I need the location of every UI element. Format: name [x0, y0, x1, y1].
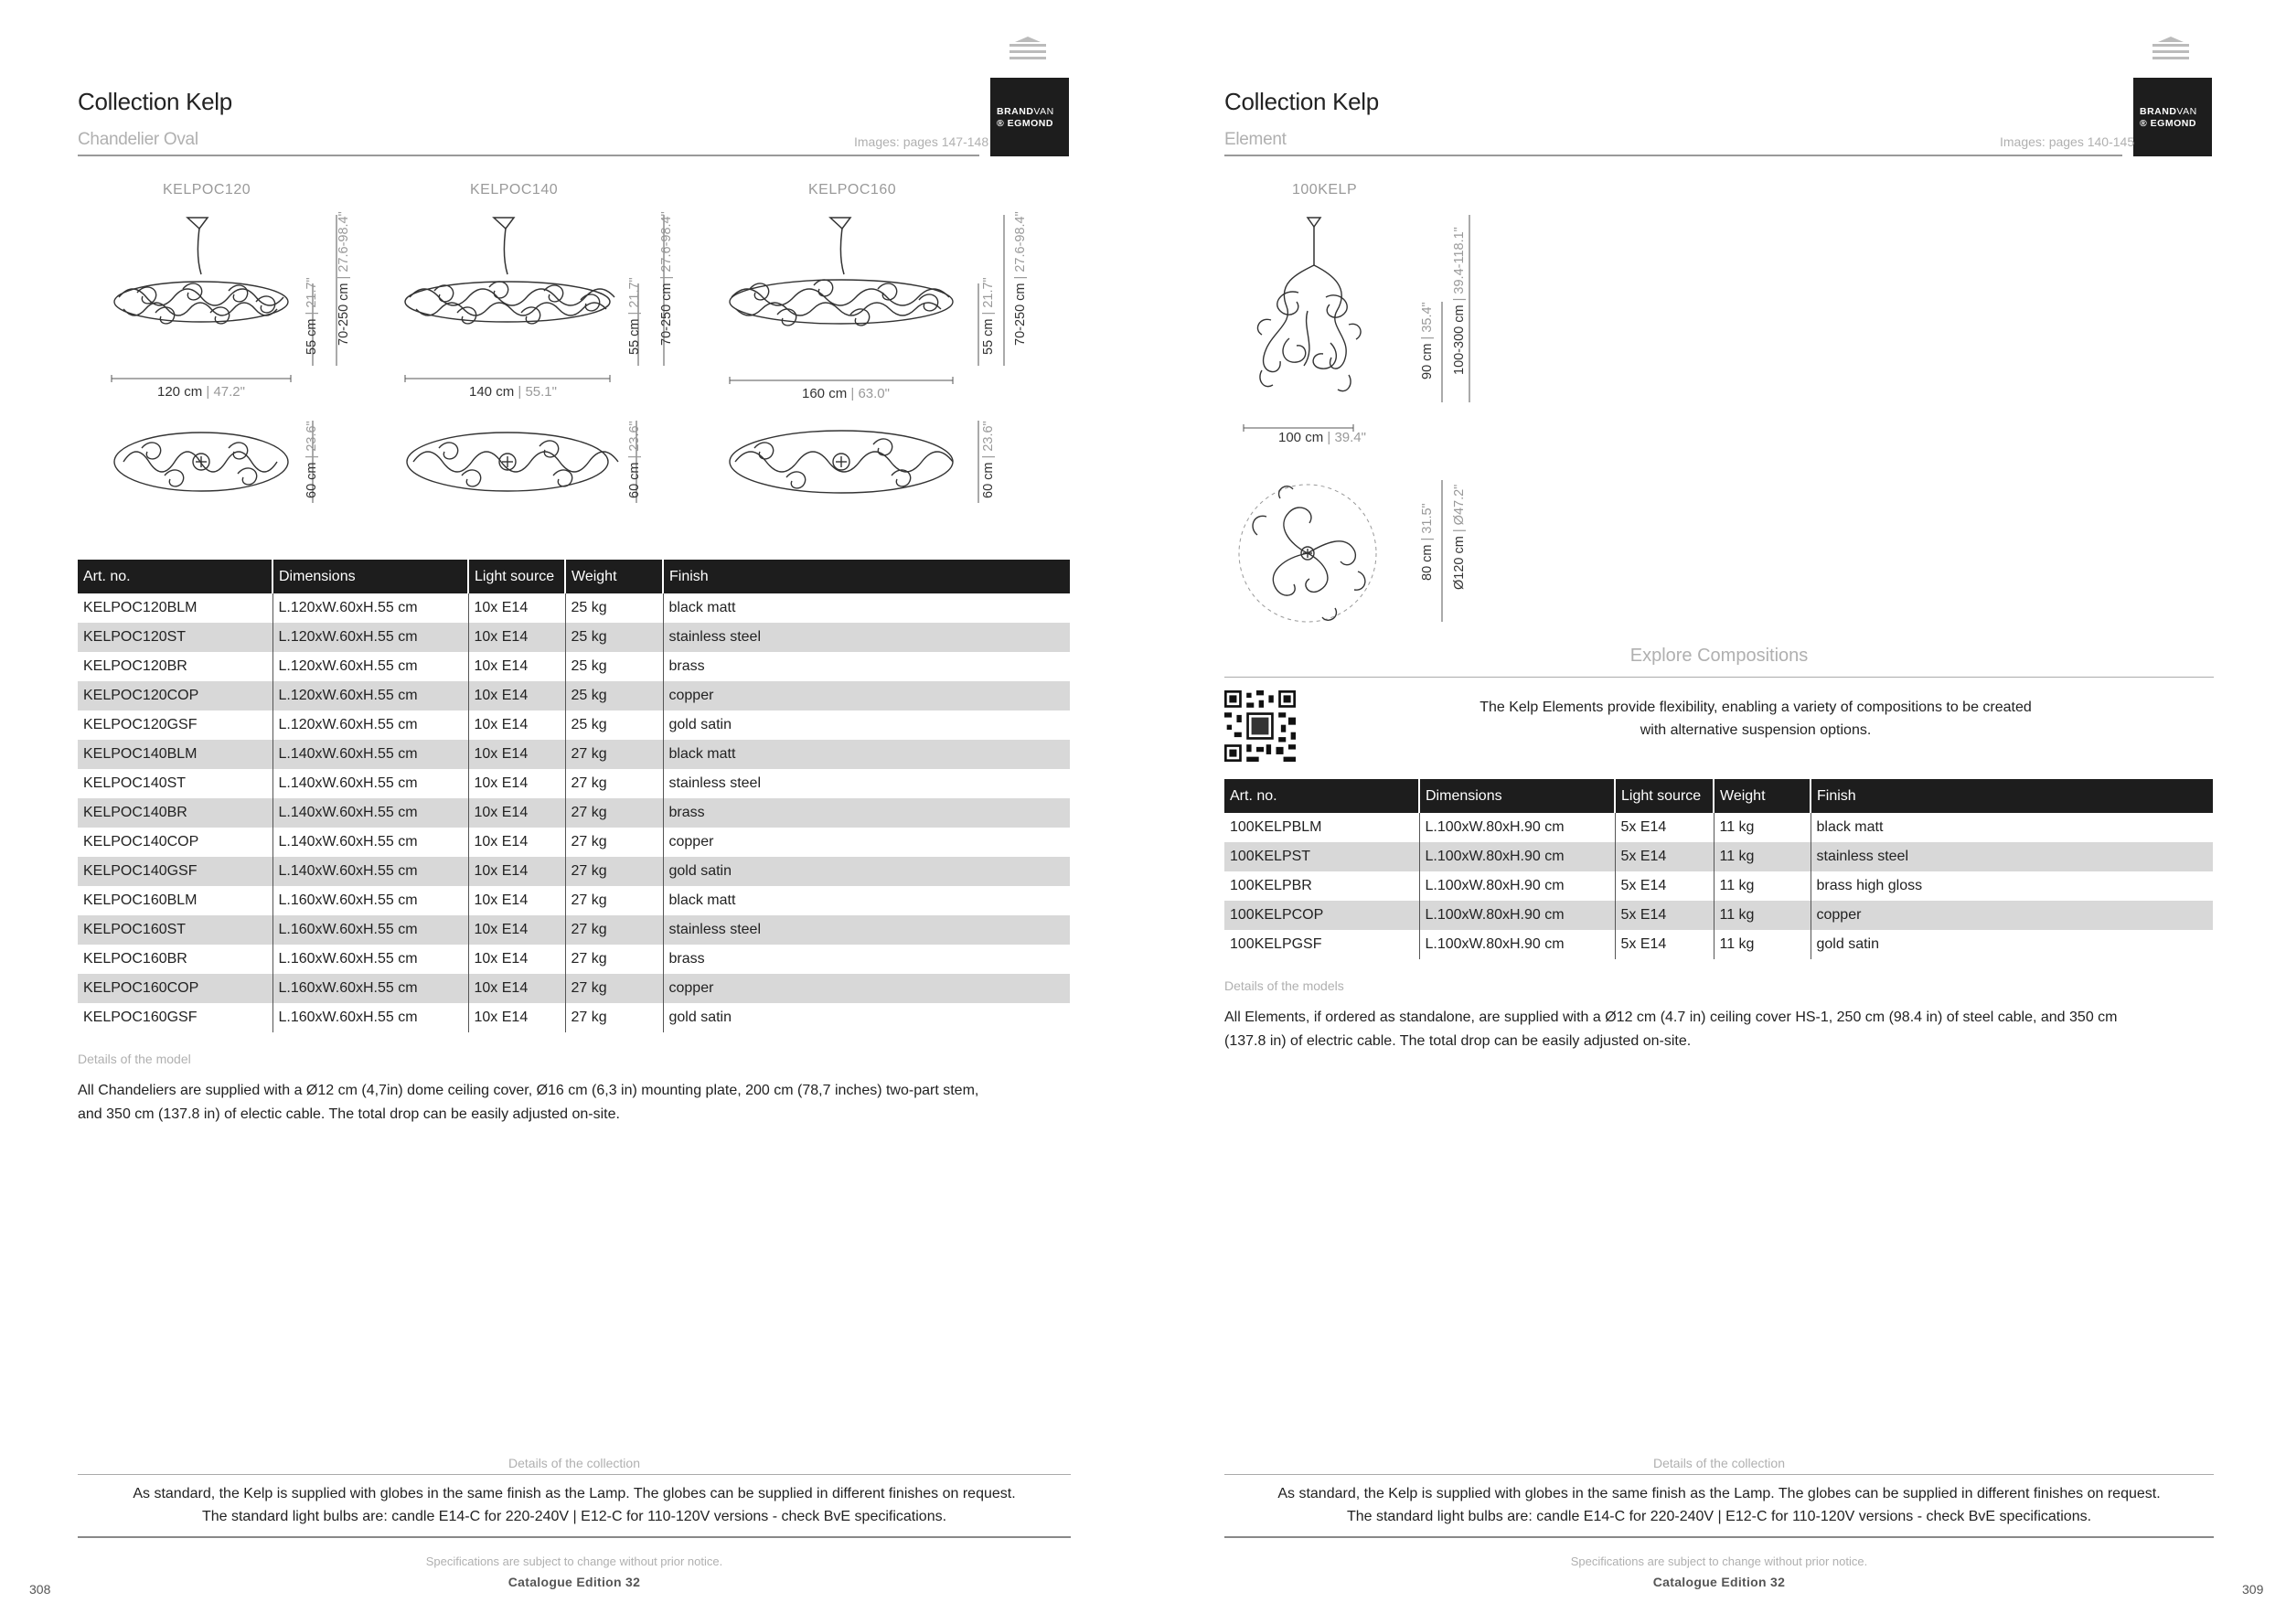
table-cell: 10x E14: [468, 769, 565, 798]
collection-subtitle: Element: [1224, 130, 1287, 149]
table-cell: KELPOC140COP: [78, 828, 272, 857]
table-row: [78, 681, 1071, 710]
element-dimension-lines: [1234, 210, 1372, 640]
table-cell: 27 kg: [565, 915, 663, 945]
depth-dimension: 80 cm | 31.5": [1420, 503, 1435, 581]
table-cell: L.140xW.60xH.55 cm: [272, 798, 468, 828]
table-cell: 5x E14: [1615, 813, 1714, 842]
header-rule: [1224, 155, 2122, 156]
table-cell: black matt: [1811, 813, 2214, 842]
height-dimension: 90 cm | 35.4": [1420, 302, 1435, 379]
table-cell: 10x E14: [468, 798, 565, 828]
table-cell: 100KELPST: [1224, 842, 1419, 871]
table-row: [78, 593, 1071, 623]
table-cell: 27 kg: [565, 798, 663, 828]
table-cell: 11 kg: [1714, 842, 1811, 871]
table-cell: 10x E14: [468, 828, 565, 857]
table-header-cell: Weight: [565, 560, 663, 593]
table-cell: brass: [663, 798, 1071, 828]
details-label: Details of the model: [78, 1052, 191, 1066]
table-cell: 100KELPGSF: [1224, 930, 1419, 959]
explore-text: The Kelp Elements provide flexibility, enabling a variety of compositions to be created with alternative suspension options.: [1479, 700, 2032, 738]
footer-label: Details of the collection: [508, 1456, 640, 1470]
table-cell: KELPOC120ST: [78, 623, 272, 652]
table-header-cell: Finish: [663, 560, 1071, 593]
depth-dimension: 60 cm | 23.6": [627, 421, 642, 498]
table-row: [78, 828, 1071, 857]
chandelier-drawing-side-120: [101, 210, 338, 393]
table-cell: L.120xW.60xH.55 cm: [272, 623, 468, 652]
table-cell: 100KELPCOP: [1224, 901, 1419, 930]
table-cell: 25 kg: [565, 593, 663, 623]
table-row: [78, 974, 1071, 1003]
table-cell: stainless steel: [663, 915, 1071, 945]
table-row: [78, 652, 1071, 681]
explore-title: Explore Compositions: [1629, 646, 1809, 666]
element-vertical-lines: [2259, 210, 2286, 640]
table-cell: L.100xW.80xH.90 cm: [1419, 930, 1615, 959]
model-label: KELPOC160: [808, 182, 897, 198]
width-dimension: 100 cm | 39.4": [1278, 430, 1366, 445]
table-cell: L.140xW.60xH.55 cm: [272, 769, 468, 798]
table-cell: gold satin: [1811, 930, 2214, 959]
drop-dimension: 70-250 cm | 27.6-98.4": [336, 211, 351, 346]
depth-dimension: 60 cm | 23.6": [981, 421, 996, 498]
table-cell: stainless steel: [663, 623, 1071, 652]
qr-code-icon[interactable]: [1224, 690, 1296, 762]
table-header-cell: Weight: [1714, 779, 1811, 813]
depth-dimension: 60 cm | 23.6": [304, 421, 319, 498]
table-row: [78, 769, 1071, 798]
table-cell: copper: [663, 974, 1071, 1003]
footer-rule-bottom: [1224, 1536, 2214, 1538]
table-cell: 10x E14: [468, 623, 565, 652]
table-cell: 100KELPBLM: [1224, 813, 1419, 842]
table-cell: 10x E14: [468, 1003, 565, 1032]
table-cell: 10x E14: [468, 593, 565, 623]
table-cell: L.160xW.60xH.55 cm: [272, 945, 468, 974]
table-cell: L.140xW.60xH.55 cm: [272, 828, 468, 857]
table-cell: stainless steel: [1811, 842, 2214, 871]
table-row: [78, 623, 1071, 652]
table-header-row: [1224, 779, 2214, 813]
table-cell: brass high gloss: [1811, 871, 2214, 901]
table-cell: L.120xW.60xH.55 cm: [272, 681, 468, 710]
images-reference: Images: pages 147-148: [854, 134, 989, 149]
table-header-cell: Light source: [468, 560, 565, 593]
images-reference: Images: pages 140-145: [2000, 134, 2135, 149]
footer-rule-top: [1224, 1474, 2214, 1475]
explore-rule: [1224, 677, 2214, 678]
table-cell: KELPOC140ST: [78, 769, 272, 798]
table-cell: gold satin: [663, 1003, 1071, 1032]
collection-subtitle: Chandelier Oval: [78, 130, 198, 149]
table-cell: 10x E14: [468, 945, 565, 974]
table-cell: KELPOC160ST: [78, 915, 272, 945]
footer-text: As standard, the Kelp is supplied with globes in the same finish as the Lamp. The globes can be supplied in different finishes on request. The standard light bulbs are: candle E14-C for 220-240V | E12-C for 110-120V versions - check BvE specifications.: [1277, 1486, 2161, 1524]
table-cell: 11 kg: [1714, 901, 1811, 930]
drop-dimension: 70-250 cm | 27.6-98.4": [659, 211, 674, 346]
table-row: [1224, 930, 2214, 959]
table-row: [78, 710, 1071, 740]
table-cell: L.120xW.60xH.55 cm: [272, 710, 468, 740]
table-cell: 27 kg: [565, 974, 663, 1003]
table-cell: L.160xW.60xH.55 cm: [272, 886, 468, 915]
drop-dimension: 70-250 cm | 27.6-98.4": [1013, 211, 1028, 346]
table-row: [78, 798, 1071, 828]
table-cell: black matt: [663, 593, 1071, 623]
table-cell: L.120xW.60xH.55 cm: [272, 593, 468, 623]
table-row: [1224, 813, 2214, 842]
catalogue-edition: Catalogue Edition 32: [1652, 1575, 1786, 1589]
table-cell: KELPOC120COP: [78, 681, 272, 710]
table-cell: 5x E14: [1615, 842, 1714, 871]
table-cell: copper: [663, 681, 1071, 710]
table-cell: 27 kg: [565, 945, 663, 974]
header-rule: [78, 155, 979, 156]
table-cell: 25 kg: [565, 623, 663, 652]
table-cell: KELPOC160GSF: [78, 1003, 272, 1032]
model-label: 100KELP: [1292, 182, 1358, 198]
table-row: [78, 1003, 1071, 1032]
catalogue-edition: Catalogue Edition 32: [507, 1575, 641, 1589]
table-header-cell: Finish: [1811, 779, 2214, 813]
page-number: 309: [2242, 1582, 2264, 1597]
table-cell: L.100xW.80xH.90 cm: [1419, 842, 1615, 871]
table-cell: 11 kg: [1714, 871, 1811, 901]
chandelier-drawing-top-120: [101, 411, 338, 512]
details-label: Details of the models: [1224, 978, 1344, 993]
table-cell: KELPOC160BLM: [78, 886, 272, 915]
table-cell: 10x E14: [468, 710, 565, 740]
table-header-cell: Art. no.: [1224, 779, 1419, 813]
model-label: KELPOC120: [163, 182, 251, 198]
drop-dimension: 100-300 cm | 39.4-118.1": [1452, 227, 1467, 375]
table-cell: L.100xW.80xH.90 cm: [1419, 871, 1615, 901]
menu-icon[interactable]: [2152, 37, 2189, 60]
table-cell: 27 kg: [565, 857, 663, 886]
table-cell: copper: [1811, 901, 2214, 930]
height-dimension: 55 cm | 21.7": [627, 277, 642, 355]
table-cell: KELPOC120GSF: [78, 710, 272, 740]
brand-logo: BRANDVAN ® EGMOND: [990, 78, 1069, 156]
table-cell: 27 kg: [565, 1003, 663, 1032]
table-cell: 100KELPBR: [1224, 871, 1419, 901]
table-row: [78, 857, 1071, 886]
table-row: [78, 945, 1071, 974]
table-header-cell: Dimensions: [1419, 779, 1615, 813]
chandelier-drawing-top-160: [722, 411, 1024, 512]
spec-notice: Specifications are subject to change without prior notice.: [425, 1555, 723, 1568]
table-cell: L.160xW.60xH.55 cm: [272, 974, 468, 1003]
table-cell: L.140xW.60xH.55 cm: [272, 857, 468, 886]
table-header-row: [78, 560, 1071, 593]
menu-icon[interactable]: [1009, 37, 1046, 60]
spec-table: [1224, 779, 2215, 959]
table-row: [78, 886, 1071, 915]
width-dimension: 160 cm | 63.0": [802, 386, 890, 401]
table-cell: 10x E14: [468, 886, 565, 915]
table-cell: brass: [663, 652, 1071, 681]
table-cell: 5x E14: [1615, 871, 1714, 901]
table-cell: 27 kg: [565, 828, 663, 857]
table-header-cell: Dimensions: [272, 560, 468, 593]
table-row: [1224, 842, 2214, 871]
table-cell: L.100xW.80xH.90 cm: [1419, 901, 1615, 930]
width-dimension: 140 cm | 55.1": [469, 384, 557, 400]
table-cell: KELPOC140GSF: [78, 857, 272, 886]
table-row: [78, 740, 1071, 769]
height-dimension: 55 cm | 21.7": [304, 277, 319, 355]
table-cell: 25 kg: [565, 710, 663, 740]
table-cell: 10x E14: [468, 857, 565, 886]
footer-text: As standard, the Kelp is supplied with globes in the same finish as the Lamp. The globes can be supplied in different finishes on request. The standard light bulbs are: candle E14-C for 220-240V | E12-C for 110-120V versions - check BvE specifications.: [133, 1486, 1016, 1524]
table-cell: 27 kg: [565, 769, 663, 798]
table-cell: 10x E14: [468, 652, 565, 681]
collection-title: Collection Kelp: [1224, 88, 1379, 115]
footer-rule-top: [78, 1474, 1071, 1475]
table-cell: 10x E14: [468, 681, 565, 710]
table-cell: 5x E14: [1615, 930, 1714, 959]
table-cell: gold satin: [663, 857, 1071, 886]
table-cell: gold satin: [663, 710, 1071, 740]
table-cell: KELPOC140BR: [78, 798, 272, 828]
table-cell: KELPOC160BR: [78, 945, 272, 974]
model-label: KELPOC140: [470, 182, 559, 198]
table-cell: 27 kg: [565, 740, 663, 769]
table-header-cell: Art. no.: [78, 560, 272, 593]
spec-notice: Specifications are subject to change without prior notice.: [1570, 1555, 1868, 1568]
details-text: All Chandeliers are supplied with a Ø12 cm (4,7in) dome ceiling cover, Ø16 cm (6,3 in) mounting plate, 200 cm (78,7 inches) two-part stem, and 350 cm (137.8 in) of electic cable. The total drop can be easily adjusted on-site.: [78, 1083, 979, 1122]
brand-logo: BRANDVAN ® EGMOND: [2133, 78, 2212, 156]
table-cell: 25 kg: [565, 681, 663, 710]
height-dimension: 55 cm | 21.7": [981, 277, 996, 355]
footer-label: Details of the collection: [1653, 1456, 1785, 1470]
table-cell: 5x E14: [1615, 901, 1714, 930]
element-drop-dimension-line: [1468, 210, 1486, 640]
table-cell: L.140xW.60xH.55 cm: [272, 740, 468, 769]
spec-table: [78, 560, 1072, 1032]
chandelier-drawing-side-160: [722, 210, 1024, 393]
table-cell: brass: [663, 945, 1071, 974]
table-cell: KELPOC160COP: [78, 974, 272, 1003]
table-row: [1224, 901, 2214, 930]
table-cell: 10x E14: [468, 915, 565, 945]
table-cell: black matt: [663, 740, 1071, 769]
table-cell: 25 kg: [565, 652, 663, 681]
table-cell: 27 kg: [565, 886, 663, 915]
collection-title: Collection Kelp: [78, 88, 232, 115]
table-cell: 10x E14: [468, 740, 565, 769]
table-cell: KELPOC140BLM: [78, 740, 272, 769]
table-row: [78, 915, 1071, 945]
table-cell: black matt: [663, 886, 1071, 915]
table-cell: 11 kg: [1714, 930, 1811, 959]
table-cell: stainless steel: [663, 769, 1071, 798]
details-text: All Elements, if ordered as standalone, are supplied with a Ø12 cm (4.7 in) ceiling cover HS-1, 250 cm (98.4 in) of steel cable, and 350 cm (137.8 in) of electric cable. The total drop can be easily adjusted on-site.: [1224, 1010, 2118, 1049]
table-header-cell: Light source: [1615, 779, 1714, 813]
right-page: [1143, 0, 2286, 1624]
table-cell: L.160xW.60xH.55 cm: [272, 915, 468, 945]
table-cell: KELPOC120BR: [78, 652, 272, 681]
table-cell: KELPOC120BLM: [78, 593, 272, 623]
table-row: [1224, 871, 2214, 901]
page-number: 308: [29, 1582, 51, 1597]
table-cell: 11 kg: [1714, 813, 1811, 842]
width-dimension: 120 cm | 47.2": [157, 384, 245, 400]
diameter-dimension: Ø120 cm | Ø47.2": [1452, 484, 1467, 590]
table-cell: copper: [663, 828, 1071, 857]
table-cell: L.120xW.60xH.55 cm: [272, 652, 468, 681]
table-cell: L.160xW.60xH.55 cm: [272, 1003, 468, 1032]
footer-rule-bottom: [78, 1536, 1071, 1538]
table-cell: L.100xW.80xH.90 cm: [1419, 813, 1615, 842]
table-cell: 10x E14: [468, 974, 565, 1003]
